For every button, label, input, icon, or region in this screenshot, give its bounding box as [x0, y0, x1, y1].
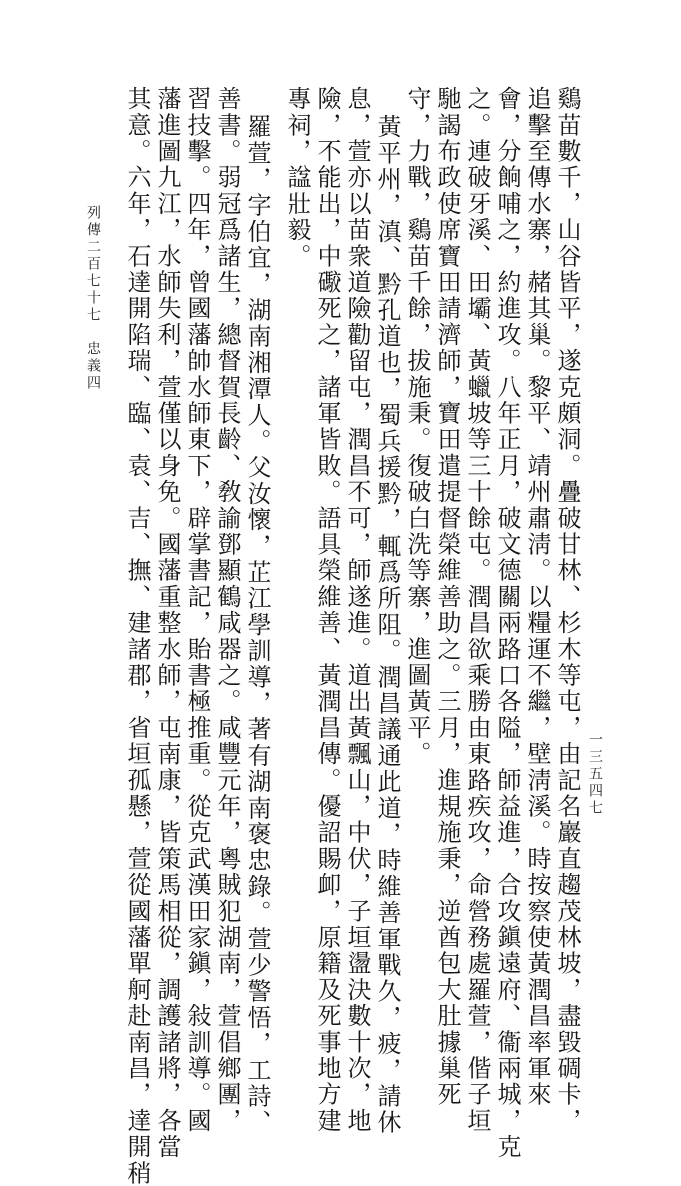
- margin-title: 列傳二百七十七 忠義四: [85, 205, 101, 392]
- text-column-1: 鷄苗數千，山谷皆平，遂克頗洞。疊破甘林、杉木等屯，由記名巖直趨茂林坡，盡毀碉卡，: [553, 86, 581, 1134]
- text-column-4: 之。連破牙溪、田壩、黃蠟坡等三十餘屯。潤昌欲乘勝由東路疾攻，命營務處羅萱，偕子垣: [463, 86, 491, 1134]
- text-column-7: 黃平州，滇、黔孔道也，蜀兵援黔，輒爲所阻。潤昌議通此道，時維善軍戰久，疲，請休: [373, 114, 401, 1136]
- text-column-2: 追擊至傳水寨，赭其巢。黎平、靖州肅淸。以糧運不繼，壁淸溪。時按察使黃潤昌率軍來: [523, 86, 551, 1108]
- text-column-3: 會，分餉哺之，約進攻。八年正月，破文德關兩路口各隘，師益進，合攻鎭遠府、衞兩城，克: [493, 86, 521, 1161]
- text-column-8: 息，萱亦以苗衆道險勸留屯，潤昌不可，師遂進。道出黃飄山，中伏，子垣盪決數十次，地: [343, 86, 371, 1134]
- text-column-14: 藩進圖九江，水師失利，萱僅以身免。國藩重整水師，屯南康，皆策馬相從，調護諸將，各當: [153, 86, 181, 1161]
- page-number: 一三五四七: [587, 732, 603, 817]
- text-column-10: 專祠，諡壯毅。: [283, 86, 311, 270]
- text-column-9: 險，不能出，中礮死之，諸軍皆敗。語具榮維善、黃潤昌傳。優詔賜卹，原籍及死事地方建: [313, 86, 341, 1134]
- text-column-6: 守，力戰，鷄苗千餘，拔施秉。復破白洗等寨，進圖黃平。: [403, 86, 431, 768]
- text-column-15: 其意。六年，石達開陷瑞、臨、袁、吉、撫、建諸郡，省垣孤懸，萱從國藩單舸赴南昌，達開稍: [123, 86, 151, 1186]
- text-column-5: 馳謁布政使席寶田請濟師，寶田遣提督榮維善助之。三月，進規施秉，逆酋包大肚據巢死: [433, 86, 461, 1108]
- text-column-11: 羅萱，字伯宜，湖南湘潭人。父汝懷，芷江學訓導，著有湖南褒忠錄。萱少警悟，工詩、: [243, 114, 271, 1136]
- text-column-12: 善書。弱冠爲諸生，總督賀長齡、敎諭鄧顯鶴咸器之。咸豐元年，粵賊犯湖南，萱倡鄉團，: [213, 86, 241, 1134]
- text-column-13: 習技擊。四年，曾國藩帥水師東下，辟掌書記，貽書極推重。從克武漢田家鎭，敍訓導。國: [183, 86, 211, 1134]
